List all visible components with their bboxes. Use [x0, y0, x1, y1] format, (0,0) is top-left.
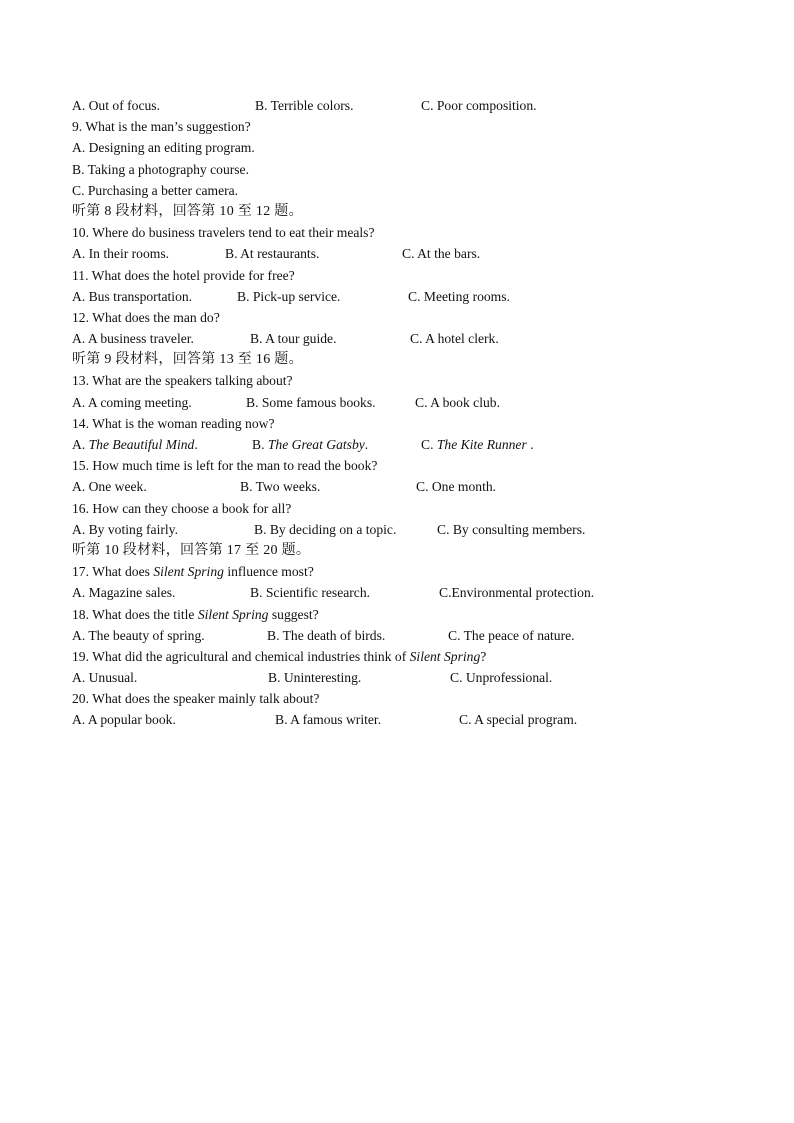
q16-question: 16. How can they choose a book for all? — [72, 500, 292, 516]
q17-options — [72, 582, 732, 603]
q16-option-c: C. By consulting members. — [437, 521, 586, 537]
q8-option-a: A. Out of focus. — [72, 98, 160, 113]
q9-option-a: A. Designing an editing program. — [72, 140, 255, 156]
q15-option-c: C. One month. — [416, 479, 497, 495]
q8-options — [72, 95, 732, 116]
q13-options — [72, 392, 732, 413]
q15-option-a: A. One week. — [72, 479, 147, 495]
q11-option-c: C. Meeting rooms. — [408, 288, 510, 304]
q14-question: 14. What is the woman reading now? — [72, 415, 275, 431]
q18-option-b: B. The death of birds. — [267, 627, 386, 643]
q10-options — [72, 243, 732, 264]
q14-option-c-title: The Kite Runner — [436, 437, 527, 452]
q20-question: 20. What does the speaker mainly talk about? — [72, 691, 320, 707]
q15-question: 15. How much time is left for the man to read the book? — [72, 458, 378, 474]
q15-option-b: B. Two weeks. — [240, 479, 321, 495]
q14-option-b-title: The Great Gatsby — [267, 437, 365, 452]
q16-options — [72, 519, 732, 540]
q16-option-a: A. By voting fairly. — [72, 521, 178, 537]
q14-option-c: C. The Kite Runner . — [421, 437, 534, 452]
q19-question: 19. What did the agricultural and chemical industries think of Silent Spring? — [72, 648, 487, 664]
q17-option-a: A. Magazine sales. — [72, 585, 176, 601]
q14-option-a: A. The Beautiful Mind. — [72, 437, 198, 452]
q14-option-a-title: The Beautiful Mind — [88, 437, 195, 452]
q10-option-a: A. In their rooms. — [72, 246, 170, 262]
q12-question: 12. What does the man do? — [72, 309, 220, 325]
q20-option-b: B. A famous writer. — [275, 712, 382, 728]
q17-question: 17. What does Silent Spring influence most? — [72, 564, 314, 580]
q17-option-b: B. Scientific research. — [250, 585, 371, 601]
q19-option-b: B. Uninteresting. — [268, 670, 362, 686]
q20-option-c: C. A special program. — [459, 712, 578, 728]
q8-option-b: B. Terrible colors. — [255, 98, 354, 113]
q20-options — [72, 709, 732, 730]
q16-option-b: B. By deciding on a topic. — [254, 521, 397, 537]
q19-options — [72, 667, 732, 688]
q9-option-b: B. Taking a photography course. — [72, 161, 249, 177]
q18-option-c: C. The peace of nature. — [448, 627, 575, 643]
exam-page — [72, 95, 732, 731]
q14-options — [72, 434, 732, 455]
q19-option-a: A. Unusual. — [72, 670, 138, 686]
q11-options — [72, 286, 732, 307]
section-10-heading: 听第 10 段材料，回答第 17 至 20 题。 — [72, 542, 311, 558]
q12-option-c: C. A hotel clerk. — [410, 331, 499, 347]
q9-question: 9. What is the man’s suggestion? — [72, 119, 251, 135]
q18-options — [72, 625, 732, 646]
q10-option-c: C. At the bars. — [402, 246, 481, 262]
q12-option-a: A. A business traveler. — [72, 331, 194, 347]
q10-option-b: B. At restaurants. — [225, 246, 320, 262]
q17-option-c: C.Environmental protection. — [439, 585, 595, 601]
q12-options — [72, 328, 732, 349]
q13-option-c: C. A book club. — [415, 394, 500, 410]
q20-option-a: A. A popular book. — [72, 712, 176, 728]
section-8-heading: 听第 8 段材料，回答第 10 至 12 题。 — [72, 203, 303, 219]
q11-option-a: A. Bus transportation. — [72, 288, 193, 304]
q13-option-a: A. A coming meeting. — [72, 394, 192, 410]
q19-title: Silent Spring — [409, 648, 481, 664]
q12-option-b: B. A tour guide. — [250, 331, 337, 347]
q14-option-b: B. The Great Gatsby. — [252, 437, 369, 452]
q10-question: 10. Where do business travelers tend to eat their meals? — [72, 225, 375, 241]
q19-option-c: C. Unprofessional. — [450, 670, 553, 686]
q13-question: 13. What are the speakers talking about? — [72, 373, 293, 389]
q9-option-c: C. Purchasing a better camera. — [72, 182, 239, 198]
section-9-heading: 听第 9 段材料，回答第 13 至 16 题。 — [72, 352, 303, 368]
q17-title: Silent Spring — [153, 564, 224, 580]
q15-options — [72, 476, 732, 497]
q11-option-b: B. Pick-up service. — [237, 288, 341, 304]
q11-question: 11. What does the hotel provide for free? — [72, 267, 295, 283]
q18-option-a: A. The beauty of spring. — [72, 627, 205, 643]
q13-option-b: B. Some famous books. — [246, 394, 376, 410]
q8-option-c: C. Poor composition. — [421, 98, 537, 113]
q18-title: Silent Spring — [197, 606, 269, 622]
q18-question: 18. What does the title Silent Spring suggest? — [72, 606, 319, 622]
